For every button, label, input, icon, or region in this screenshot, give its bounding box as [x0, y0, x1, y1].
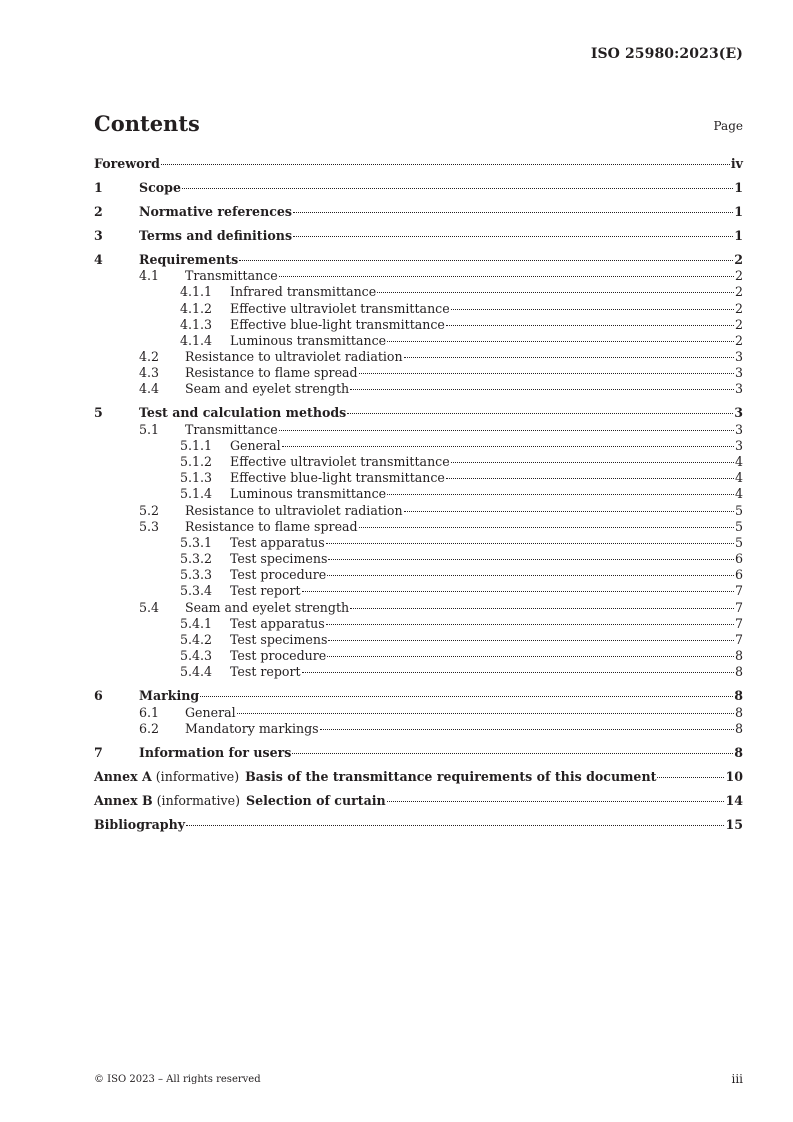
toc-entry-number: 5.1.2 [180, 453, 213, 469]
toc-entry-subsection[interactable] [94, 268, 743, 284]
toc-entry-label: Test procedure [230, 567, 327, 583]
toc-entry-page: 15 [725, 816, 743, 832]
toc-entry-label: General [230, 437, 281, 453]
toc-entry-label: Test report [230, 583, 301, 599]
toc-entry-label: Test apparatus [230, 534, 325, 550]
toc-entry-label: Bibliography [94, 816, 186, 832]
toc-entry-number: 4.1.2 [180, 300, 213, 316]
toc-entry-label: Luminous transmittance [230, 486, 387, 502]
toc-entry-subsection[interactable] [94, 705, 743, 721]
toc-entry-number: 5.4.2 [180, 632, 213, 648]
toc-entry-annex[interactable] [94, 793, 743, 809]
toc-entry-number: 7 [94, 744, 103, 760]
toc-entry-section[interactable] [94, 228, 743, 244]
toc-entry-bibliography[interactable] [94, 817, 743, 833]
toc-entry-number: 5.3 [139, 518, 160, 534]
toc-entry-number: 2 [94, 203, 103, 219]
toc-entry-number: 5.3.2 [180, 551, 213, 567]
toc-entry-page: 1 [734, 179, 743, 195]
toc-entry-subsection[interactable] [94, 349, 743, 365]
toc-entry-page: 10 [725, 768, 743, 784]
toc-entry-page: 7 [734, 632, 743, 648]
toc-entry-number: 5 [94, 405, 103, 421]
toc-entry-page: 5 [734, 518, 743, 534]
leader-dots [446, 324, 734, 326]
toc-entry-foreword[interactable] [94, 156, 743, 172]
toc-entry-subsection[interactable] [94, 365, 743, 381]
toc-entry-number: 6.1 [139, 704, 160, 720]
leader-dots [327, 655, 734, 657]
leader-dots [387, 340, 734, 342]
toc-entry-subsubsection[interactable] [94, 317, 743, 333]
toc-entry-page: 3 [734, 349, 743, 365]
toc-entry-number: 5.2 [139, 502, 160, 518]
toc-entry-subsection[interactable] [94, 721, 743, 737]
toc-entry-page: 8 [734, 648, 743, 664]
toc-entry-label: Test report [230, 664, 301, 680]
toc-entry-page: 3 [734, 405, 743, 421]
toc-entry-number: 5.3.1 [180, 534, 213, 550]
toc-entry-page: 7 [734, 599, 743, 615]
leader-dots [282, 445, 734, 447]
toc-entry-number: 5.3.3 [180, 567, 213, 583]
toc-entry-number: 5.4.4 [180, 664, 213, 680]
toc-entry-subsection[interactable] [94, 519, 743, 535]
toc-entry-section[interactable] [94, 688, 743, 704]
toc-entry-page: 8 [734, 704, 743, 720]
toc-entry-number: 4.3 [139, 365, 160, 381]
toc-entry-label: Test specimens [230, 551, 328, 567]
leader-dots [326, 623, 734, 625]
toc-entry-label: Normative references [139, 203, 293, 219]
toc-entry-subsubsection[interactable] [94, 333, 743, 349]
toc-entry-number: 6 [94, 688, 103, 704]
leader-dots [327, 574, 734, 576]
toc-entry-subsubsection[interactable] [94, 470, 743, 486]
toc-entry-label: Infrared transmittance [230, 284, 377, 300]
toc-entry-page: 3 [734, 437, 743, 453]
toc-entry-page: 7 [734, 583, 743, 599]
toc-entry-label: Effective blue-light transmittance [230, 316, 445, 332]
toc-entry-label: Transmittance [185, 268, 278, 284]
leader-dots [200, 695, 733, 697]
toc-entry-subsubsection[interactable] [94, 438, 743, 454]
toc-entry-page: 3 [734, 381, 743, 397]
toc-entry-number: 5.3.4 [180, 583, 213, 599]
toc-entry-label: Resistance to ultraviolet radiation [185, 502, 403, 518]
leader-dots [451, 308, 734, 310]
toc-entry-page: 5 [734, 534, 743, 550]
page-column-label: Page [713, 119, 743, 133]
toc-entry-number: 4.4 [139, 381, 160, 397]
toc-entry-subsubsection[interactable] [94, 664, 743, 680]
toc-entry-annex[interactable] [94, 769, 743, 785]
toc-entry-subsection[interactable] [94, 600, 743, 616]
leader-dots [328, 558, 734, 560]
leader-dots [387, 493, 734, 495]
leader-dots [404, 356, 734, 358]
toc-entry-label: Effective blue-light transmittance [230, 470, 445, 486]
leader-dots [347, 412, 733, 414]
toc-entry-section[interactable] [94, 252, 743, 268]
leader-dots [182, 187, 733, 189]
toc-entry-number: 4.1 [139, 268, 160, 284]
leader-dots [292, 752, 733, 754]
toc-entry-page: 2 [734, 284, 743, 300]
toc-entry-page: 1 [734, 227, 743, 243]
leader-dots [279, 429, 734, 431]
toc-entry-page: 4 [734, 486, 743, 502]
leader-dots [377, 291, 734, 293]
toc-entry-label: General [185, 704, 236, 720]
toc-entry-label: Marking [139, 688, 200, 704]
toc-entry-page: 7 [734, 615, 743, 631]
toc-entry-subsubsection[interactable] [94, 535, 743, 551]
toc-entry-subsubsection[interactable] [94, 648, 743, 664]
toc-entry-page: 2 [734, 251, 743, 267]
toc-entry-page: 4 [734, 453, 743, 469]
toc-entry-page: 3 [734, 365, 743, 381]
leader-dots [359, 372, 734, 374]
leader-dots [359, 526, 734, 528]
toc-entry-label: Effective ultraviolet transmittance [230, 453, 450, 469]
leader-dots [293, 211, 733, 213]
toc-entry-label: Luminous transmittance [230, 332, 387, 348]
toc-entry-page: 6 [734, 567, 743, 583]
leader-dots [302, 590, 734, 592]
toc-entry-label: Test specimens [230, 632, 328, 648]
toc-entry-label: Seam and eyelet strength [185, 381, 350, 397]
toc-entry-number: 4.2 [139, 349, 160, 365]
leader-dots [237, 712, 734, 714]
toc-entry-number: 5.1.3 [180, 470, 213, 486]
toc-entry-number: 1 [94, 179, 103, 195]
toc-entry-subsubsection[interactable] [94, 486, 743, 502]
leader-dots [657, 776, 724, 778]
toc-entry-page: 2 [734, 300, 743, 316]
toc-entry-page: 6 [734, 551, 743, 567]
toc-entry-page: 3 [734, 421, 743, 437]
toc-entry-subsection[interactable] [94, 503, 743, 519]
leader-dots [350, 607, 734, 609]
toc-entry-number: 3 [94, 227, 103, 243]
toc-entry-subsubsection[interactable] [94, 284, 743, 300]
toc-entry-section[interactable] [94, 745, 743, 761]
toc-entry-page: 14 [725, 792, 743, 808]
toc-entry-number: 5.4.1 [180, 615, 213, 631]
leader-dots [293, 235, 733, 237]
toc-entry-label: Requirements [139, 251, 239, 267]
toc-entry-label: Resistance to flame spread [185, 518, 358, 534]
toc-entry-subsubsection[interactable] [94, 583, 743, 599]
page-title: Contents [94, 111, 200, 136]
toc-entry-label: Test apparatus [230, 615, 325, 631]
toc-entry-label: Foreword [94, 156, 160, 171]
toc-entry-label: Resistance to flame spread [185, 365, 358, 381]
annex-kind: (informative) [155, 768, 240, 784]
toc-entry-subsubsection[interactable] [94, 616, 743, 632]
toc-entry-page: 8 [734, 664, 743, 680]
toc-entry-label: Information for users [139, 744, 292, 760]
footer-page-number: iii [731, 1072, 743, 1086]
toc-entry-page: 8 [734, 688, 743, 704]
toc-entry-subsubsection[interactable] [94, 632, 743, 648]
toc-entry-label: Test and calculation methods [139, 405, 347, 421]
toc-entry-label: Transmittance [185, 421, 278, 437]
toc-entry-number: 5.1.1 [180, 437, 213, 453]
toc-entry-section[interactable] [94, 204, 743, 220]
toc-entry-page: 1 [734, 203, 743, 219]
toc-entry-label: Selection of curtain [245, 792, 386, 808]
toc-entry-label: Effective ultraviolet transmittance [230, 300, 450, 316]
leader-dots [404, 510, 734, 512]
annex-id: Annex B [94, 792, 153, 808]
toc-entry-number: 5.1.4 [180, 486, 213, 502]
toc-entry-section[interactable] [94, 180, 743, 196]
toc-entry-subsubsection[interactable] [94, 551, 743, 567]
toc-entry-page: 2 [734, 332, 743, 348]
toc-entry-page: 5 [734, 502, 743, 518]
toc-entry-page: 8 [734, 744, 743, 760]
toc-entry-number: 5.4.3 [180, 648, 213, 664]
leader-dots [326, 542, 734, 544]
toc-entry-label: Resistance to ultraviolet radiation [185, 349, 403, 365]
toc-entry-number: 4 [94, 251, 103, 267]
toc-entry-number: 6.2 [139, 720, 160, 736]
toc-entry-label: Seam and eyelet strength [185, 599, 350, 615]
toc-entry-number: 4.1.3 [180, 316, 213, 332]
toc-entry-label: Mandatory markings [185, 720, 319, 736]
toc-entry-subsubsection[interactable] [94, 567, 743, 583]
toc-entry-subsubsection[interactable] [94, 454, 743, 470]
leader-dots [302, 671, 734, 673]
toc-entry-subsection[interactable] [94, 381, 743, 397]
toc-entry-label: Test procedure [230, 648, 327, 664]
leader-dots [451, 461, 734, 463]
toc-entry-number: 4.1.4 [180, 332, 213, 348]
toc-entry-page: 2 [734, 268, 743, 284]
footer-copyright: © ISO 2023 – All rights reserved [94, 1074, 261, 1085]
toc-entry-label: Scope [139, 179, 181, 195]
toc-entry-subsubsection[interactable] [94, 301, 743, 317]
leader-dots [328, 639, 734, 641]
header-doc-code: ISO 25980:2023(E) [590, 46, 743, 62]
toc-entry-label: Basis of the transmittance requirements of this document [245, 768, 657, 784]
toc-entry-page: 8 [734, 720, 743, 736]
table-of-contents [94, 156, 743, 833]
toc-entry-subsection[interactable] [94, 422, 743, 438]
toc-entry-number: 4.1.1 [180, 284, 213, 300]
toc-entry-number: 5.4 [139, 599, 160, 615]
toc-entry-number: 5.1 [139, 421, 160, 437]
toc-entry-page: 4 [734, 470, 743, 486]
toc-entry-label: Terms and definitions [139, 227, 293, 243]
toc-entry-page: 2 [734, 316, 743, 332]
leader-dots [186, 824, 724, 826]
leader-dots [161, 163, 730, 165]
leader-dots [446, 477, 734, 479]
leader-dots [279, 275, 734, 277]
toc-entry-section[interactable] [94, 405, 743, 421]
annex-kind: (informative) [156, 792, 240, 808]
annex-id: Annex A [94, 768, 152, 784]
toc-entry-page: iv [730, 156, 743, 171]
leader-dots [239, 259, 733, 261]
leader-dots [387, 800, 725, 802]
leader-dots [320, 728, 734, 730]
leader-dots [350, 388, 734, 390]
